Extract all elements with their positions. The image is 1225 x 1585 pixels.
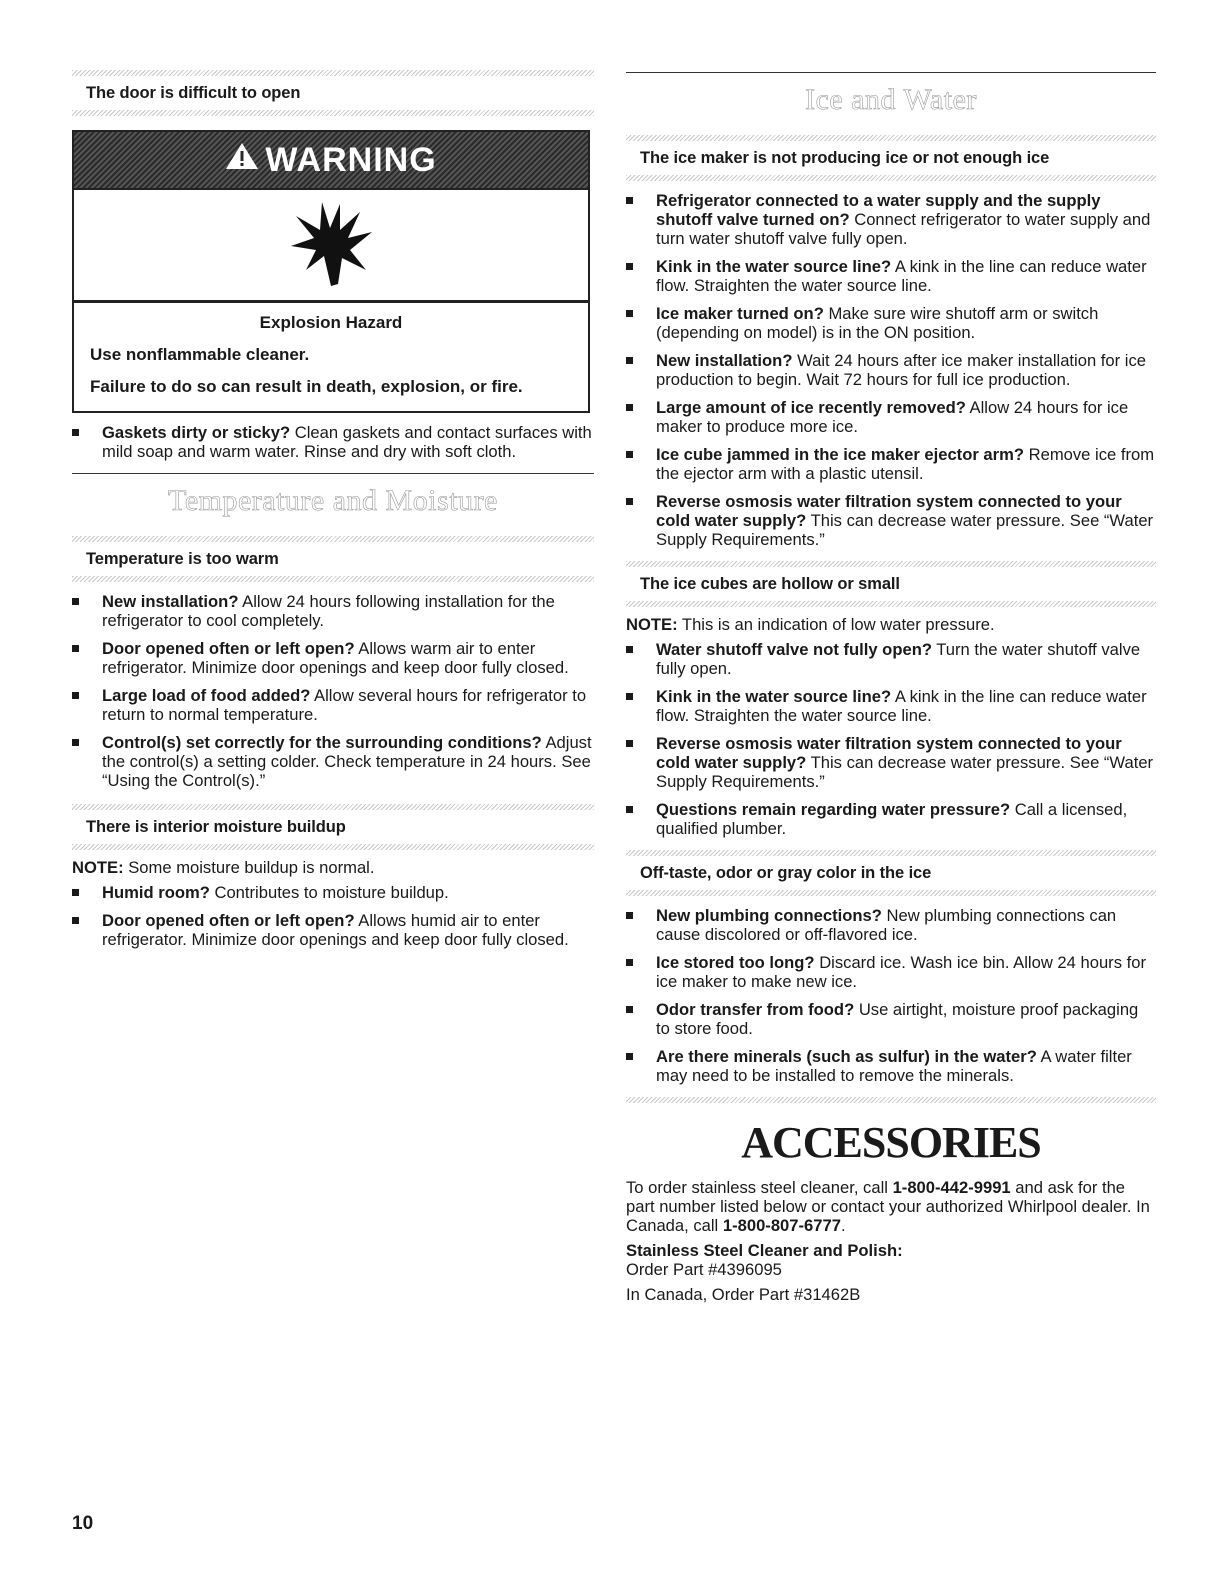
offtaste-items <box>626 906 1156 1085</box>
subhead-too-warm: Temperature is too warm <box>86 550 279 568</box>
phone-ca: 1-800-807-6777 <box>722 1216 841 1235</box>
list-item: Door opened often or left open? Allows warm air to enter refrigerator. Minimize door openings and keep door fully closed. <box>72 639 594 677</box>
subhead-offtaste: Off-taste, odor or gray color in the ice <box>640 864 932 882</box>
list-item: New installation? Wait 24 hours after ice maker installation for ice production to begin. Wait 72 hours for full ice production. <box>626 351 1156 389</box>
list-item: Large load of food added? Allow several hours for refrigerator to return to normal temperature. <box>72 686 594 724</box>
subhead-hollow: The ice cubes are hollow or small <box>640 575 900 593</box>
page-number: 10 <box>72 1513 94 1534</box>
list-item: Reverse osmosis water filtration system connected to your cold water supply? This can decrease water pressure. See “Water Supply Requirements.” <box>626 734 1156 791</box>
subhead-not-producing: The ice maker is not producing ice or not enough ice <box>640 149 1050 167</box>
divider <box>626 1097 1156 1103</box>
section-title-ice-water: Ice and Water <box>805 83 977 116</box>
warning-line-1: Use nonflammable cleaner. <box>90 345 310 364</box>
moisture-note: NOTE: Some moisture buildup is normal. <box>72 858 375 877</box>
right-column <box>626 70 1156 1310</box>
list-item: Control(s) set correctly for the surrounding conditions? Adjust the control(s) a setting colder. Check temperature in 24 hours. See “Using the Control(s).” <box>72 733 594 790</box>
list-item: Ice stored too long? Discard ice. Wash ice bin. Allow 24 hours for ice maker to make new ice. <box>626 953 1156 991</box>
list-item: Reverse osmosis water filtration system connected to your cold water supply? This can decrease water pressure. See “Water Supply Requirements.” <box>626 492 1156 549</box>
list-item: Ice maker turned on? Make sure wire shutoff arm or switch (depending on model) is in the ON position. <box>626 304 1156 342</box>
warning-header <box>74 132 588 190</box>
list-item: Kink in the water source line? A kink in the line can reduce water flow. Straighten the water source line. <box>626 687 1156 725</box>
section-title-temperature: Temperature and Moisture <box>168 484 498 517</box>
divider <box>72 576 594 582</box>
warning-triangle-icon <box>225 141 259 180</box>
order-part: Order Part #4396095 <box>626 1260 782 1279</box>
hollow-note: NOTE: This is an indication of low water pressure. <box>626 615 995 634</box>
list-item: Large amount of ice recently removed? Allow 24 hours for ice maker to produce more ice. <box>626 398 1156 436</box>
list-item: Kink in the water source line? A kink in the line can reduce water flow. Straighten the water source line. <box>626 257 1156 295</box>
list-item: Odor transfer from food? Use airtight, moisture proof packaging to store food. <box>626 1000 1156 1038</box>
subhead-moisture: There is interior moisture buildup <box>86 818 346 836</box>
list-item: Ice cube jammed in the ice maker ejector arm? Remove ice from the ejector arm with a plastic utensil. <box>626 445 1156 483</box>
list-item: Questions remain regarding water pressure? Call a licensed, qualified plumber. <box>626 800 1156 838</box>
not-producing-items <box>626 191 1156 549</box>
warning-box <box>72 130 590 413</box>
divider <box>72 844 594 850</box>
list-item: New installation? Allow 24 hours following installation for the refrigerator to cool completely. <box>72 592 594 630</box>
left-column <box>72 70 594 958</box>
hollow-items <box>626 640 1156 838</box>
list-item: Refrigerator connected to a water supply and the supply shutoff valve turned on? Connect refrigerator to water supply and turn water shutoff valve fully open. <box>626 191 1156 248</box>
accessories-title: ACCESSORIES <box>741 1118 1041 1167</box>
list-item: Door opened often or left open? Allows humid air to enter refrigerator. Minimize door openings and keep door fully closed. <box>72 911 594 949</box>
warning-hazard: Explosion Hazard <box>259 313 403 332</box>
accessories-intro: To order stainless steel cleaner, call 1-800-442-9991 and ask for the part number listed below or contact your authorized Whirlpool dealer. In Canada, call 1-800-807-6777. <box>626 1178 1150 1235</box>
list-item: Are there minerals (such as sulfur) in the water? A water filter may need to be installed to remove the minerals. <box>626 1047 1156 1085</box>
warning-title: WARNING <box>265 140 437 179</box>
section-rule <box>626 72 1156 73</box>
warning-line-2: Failure to do so can result in death, explosion, or fire. <box>90 377 523 396</box>
order-part-canada: In Canada, Order Part #31462B <box>626 1285 861 1304</box>
divider <box>626 601 1156 607</box>
list-item: Water shutoff valve not fully open? Turn the water shutoff valve fully open. <box>626 640 1156 678</box>
subhead-door: The door is difficult to open <box>86 84 301 102</box>
divider <box>626 890 1156 896</box>
product-name: Stainless Steel Cleaner and Polish: <box>626 1241 903 1260</box>
divider <box>72 110 594 116</box>
explosion-icon <box>286 198 376 293</box>
door-items <box>72 423 594 461</box>
list-item: Gaskets dirty or sticky? Clean gaskets and contact surfaces with mild soap and warm water. Rinse and dry with soft cloth. <box>72 423 594 461</box>
section-rule <box>72 473 594 474</box>
list-item: Humid room? Contributes to moisture buildup. <box>72 883 594 902</box>
divider <box>626 175 1156 181</box>
list-item: New plumbing connections? New plumbing connections can cause discolored or off-flavored ice. <box>626 906 1156 944</box>
moisture-items <box>72 883 594 949</box>
phone-us: 1-800-442-9991 <box>892 1178 1011 1197</box>
too-warm-items <box>72 592 594 790</box>
